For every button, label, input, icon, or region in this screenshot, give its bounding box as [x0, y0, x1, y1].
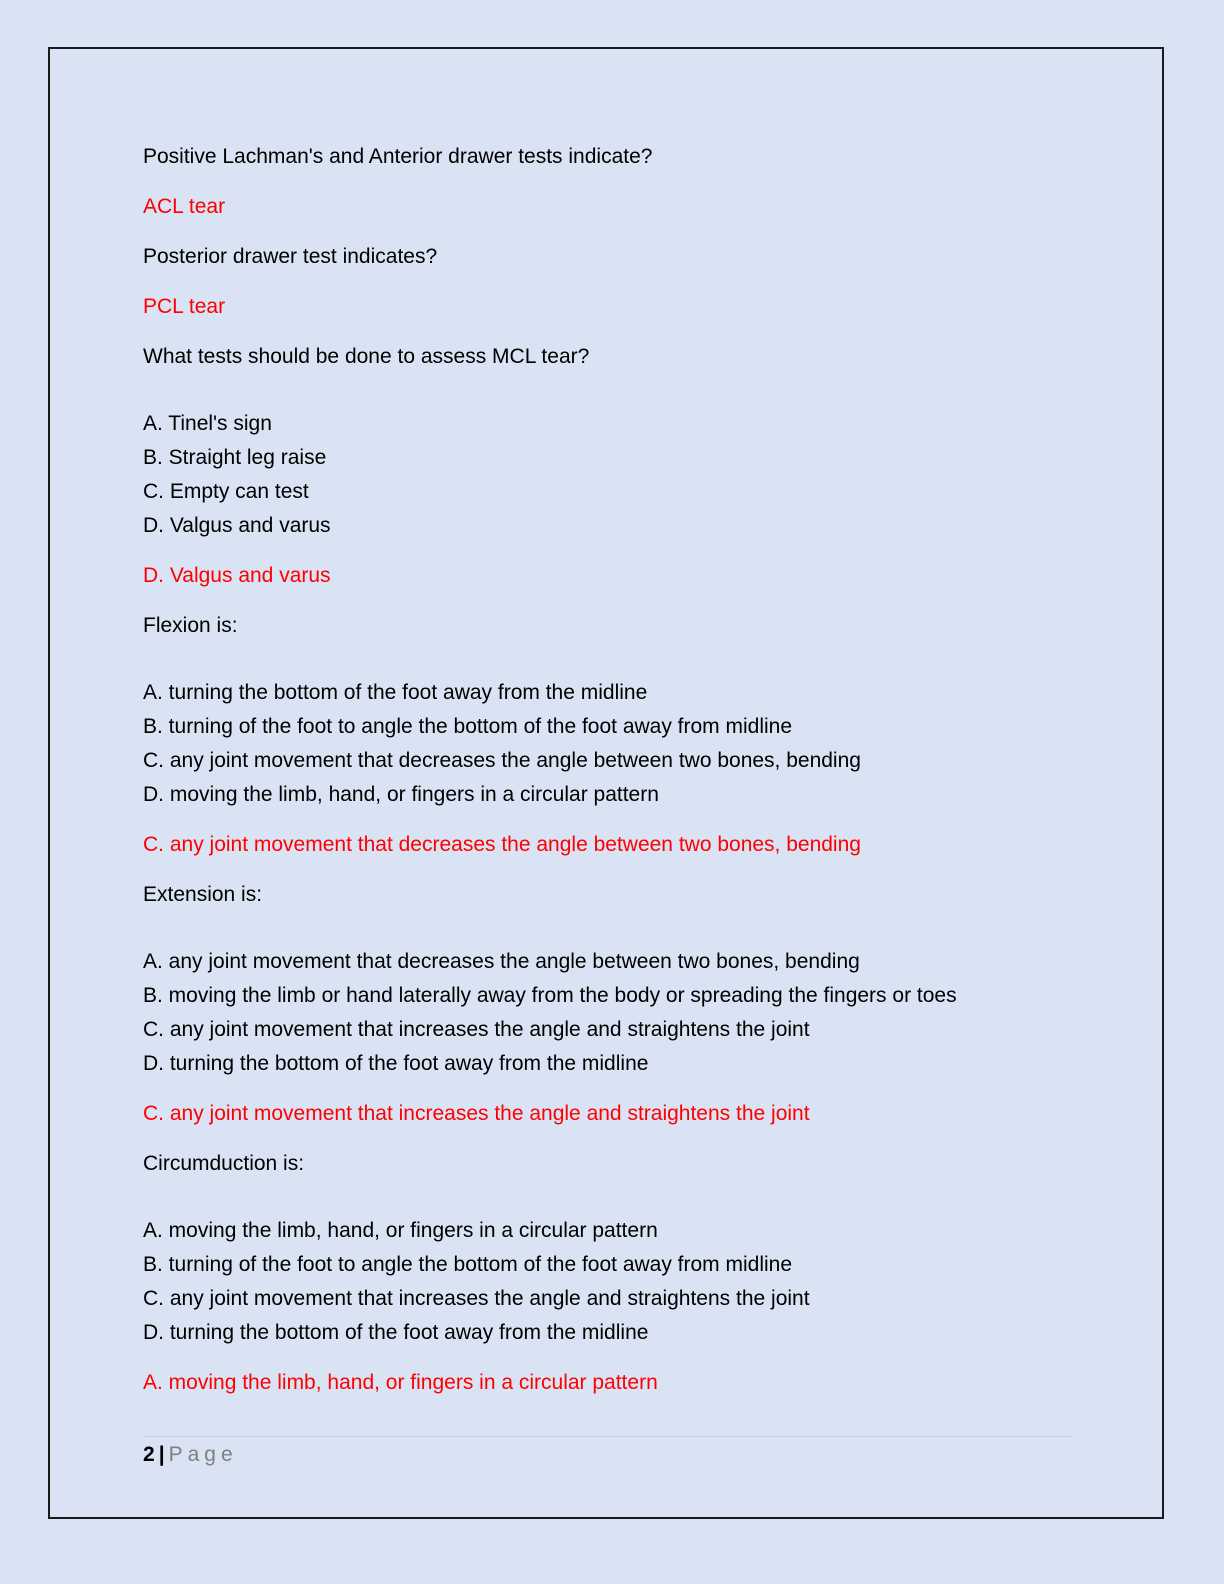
answer-text: C. any joint movement that decreases the angle between two bones, bending — [143, 833, 861, 856]
answer-text: PCL tear — [143, 295, 226, 318]
option-item: D. turning the bottom of the foot away from the midline — [143, 1321, 649, 1344]
page-number: 2 — [143, 1443, 155, 1466]
option-item: A. any joint movement that decreases the angle between two bones, bending — [143, 950, 860, 973]
option-item: A. moving the limb, hand, or fingers in a circular pattern — [143, 1219, 658, 1242]
answer-text: C. any joint movement that increases the angle and straightens the joint — [143, 1102, 810, 1125]
option-item: C. any joint movement that increases the angle and straightens the joint — [143, 1018, 810, 1041]
option-list — [143, 676, 1083, 812]
question-text: Posterior drawer test indicates? — [143, 245, 438, 268]
answer-text: ACL tear — [143, 195, 226, 218]
question-text: Circumduction is: — [143, 1152, 305, 1175]
option-list — [143, 1214, 1083, 1350]
answer-text: D. Valgus and varus — [143, 564, 331, 587]
footer-separator: | — [158, 1443, 165, 1466]
option-item: C. any joint movement that increases the angle and straightens the joint — [143, 1287, 810, 1310]
option-item: B. turning of the foot to angle the bottom of the foot away from midline — [143, 715, 793, 738]
document-body — [143, 140, 1083, 1416]
page-footer — [143, 1440, 238, 1470]
option-item: C. Empty can test — [143, 480, 309, 503]
option-item: B. Straight leg raise — [143, 446, 327, 469]
question-text: Positive Lachman's and Anterior drawer tests indicate? — [143, 145, 653, 168]
option-list — [143, 407, 1083, 543]
footer-divider — [143, 1436, 1073, 1437]
question-text: Flexion is: — [143, 614, 238, 637]
option-item: A. Tinel's sign — [143, 412, 272, 435]
option-item: C. any joint movement that decreases the angle between two bones, bending — [143, 749, 861, 772]
option-item: D. moving the limb, hand, or fingers in a circular pattern — [143, 783, 659, 806]
option-item: A. turning the bottom of the foot away from the midline — [143, 681, 648, 704]
page-label: Page — [168, 1443, 238, 1466]
question-text: Extension is: — [143, 883, 263, 906]
question-text: What tests should be done to assess MCL tear? — [143, 345, 590, 368]
option-item: D. Valgus and varus — [143, 514, 331, 537]
option-list — [143, 945, 1083, 1081]
option-item: B. turning of the foot to angle the bottom of the foot away from midline — [143, 1253, 793, 1276]
answer-text: A. moving the limb, hand, or fingers in a circular pattern — [143, 1371, 658, 1394]
option-item: D. turning the bottom of the foot away from the midline — [143, 1052, 649, 1075]
option-item: B. moving the limb or hand laterally away from the body or spreading the fingers or toes — [143, 984, 957, 1007]
